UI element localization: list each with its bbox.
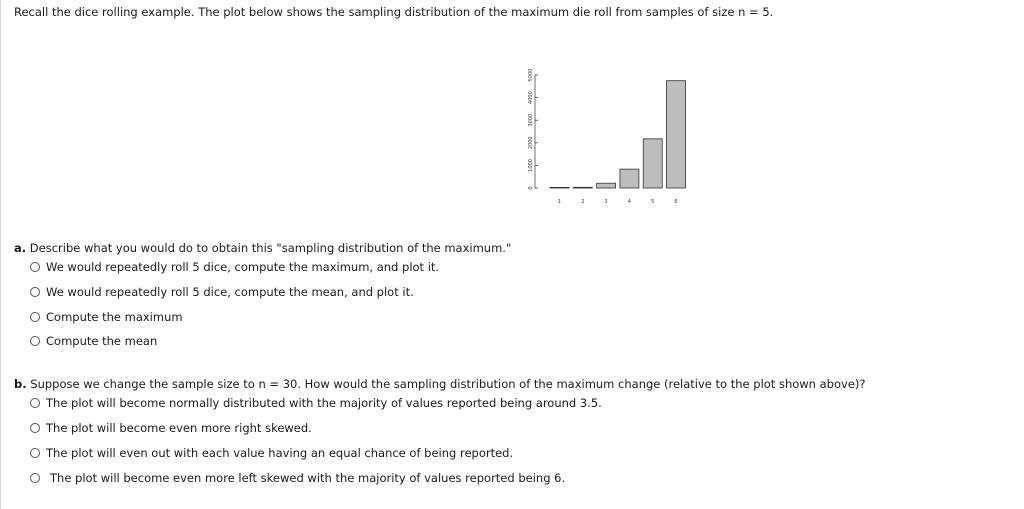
bar-2 [573,187,592,188]
x-tick-label: 2 [581,199,585,205]
radio-button[interactable] [30,287,40,297]
option-b1-label: The plot will become normally distributed with the majority of values reported being around 3.5. [46,396,602,410]
chart-svg [520,48,700,218]
bar-6 [667,81,686,188]
y-tick-label: 5000 [528,68,534,82]
y-axis-ticks [528,69,538,190]
radio-button[interactable] [30,336,40,346]
option-a2[interactable] [30,285,414,299]
option-b4[interactable] [30,471,565,485]
x-tick-label: 6 [674,199,678,205]
option-b1[interactable] [30,396,602,410]
page-left-border [0,0,1,509]
intro-text: Recall the dice rolling example. The plot below shows the sampling distribution of the maximum die roll from samples of size n = 5. [14,5,774,19]
x-tick-label: 4 [627,199,631,205]
radio-button[interactable] [30,398,40,408]
question-a-text: Describe what you would do to obtain this "sampling distribution of the maximum." [29,241,512,255]
x-axis-labels [558,199,678,205]
option-a1[interactable] [30,260,439,274]
y-tick-label: 0 [528,186,534,190]
question-a [14,241,511,255]
y-tick-label: 2000 [528,136,534,150]
radio-button[interactable] [30,423,40,433]
bar-3 [597,183,616,188]
option-b2-label: The plot will become even more right skewed. [46,421,312,435]
option-a4-label: Compute the mean [46,334,158,348]
option-a2-label: We would repeatedly roll 5 dice, compute the mean, and plot it. [46,285,414,299]
y-tick-label: 3000 [528,113,534,127]
question-b-label: b. [14,377,27,391]
bar-4 [620,169,639,188]
x-tick-label: 3 [604,199,608,205]
option-b4-label: The plot will become even more left skewed with the majority of values reported being 6. [50,471,566,485]
radio-button[interactable] [30,448,40,458]
radio-button[interactable] [30,262,40,272]
option-b3-label: The plot will even out with each value having an equal chance of being reported. [46,446,514,460]
radio-button[interactable] [30,312,40,322]
option-a1-label: We would repeatedly roll 5 dice, compute the maximum, and plot it. [46,260,440,274]
question-b [14,377,865,391]
bars [550,81,686,188]
y-tick-label: 1000 [528,159,534,172]
x-tick-label: 5 [651,199,655,205]
bar-1 [550,187,569,188]
option-a3[interactable] [30,310,183,324]
radio-button[interactable] [30,473,40,483]
x-tick-label: 1 [557,199,562,205]
bar-5 [643,139,662,188]
question-b-text: Suppose we change the sample size to n = 30. How would the sampling distribution of the maximum change (relative to the plot shown above)? [30,377,866,391]
question-a-label: a. [14,241,27,255]
y-tick-label: 4000 [528,91,534,104]
option-a3-label: Compute the maximum [46,310,183,324]
option-b2[interactable] [30,421,312,435]
sampling-distribution-chart [520,48,700,221]
option-a4[interactable] [30,334,157,348]
option-b3[interactable] [30,446,513,460]
